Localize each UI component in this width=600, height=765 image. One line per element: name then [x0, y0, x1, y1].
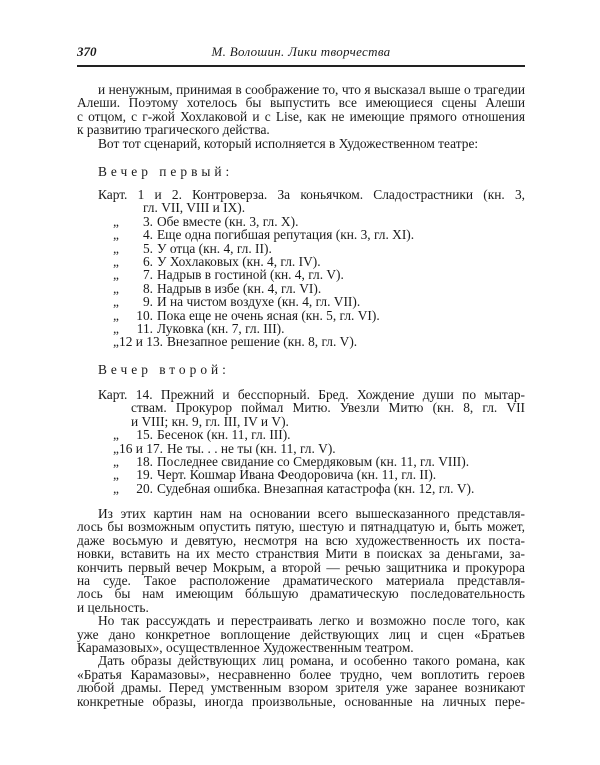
text-line: и ненужным, принимая в соображение то, что я высказал выше о трагедии [98, 82, 525, 97]
text-line [77, 215, 525, 228]
text-line: Вот тот сценарий, который исполняется в Художественном театре: [98, 135, 479, 151]
scene-title: И на чистом воздухе (кн. 4, гл. VII). [157, 294, 361, 310]
text-line [77, 335, 525, 348]
ditto-mark: „ [113, 254, 119, 270]
text-line: Карамазовых», осуществленное Художественным театром. [77, 640, 414, 656]
ditto-mark: „ [113, 440, 119, 456]
scene-number: 14. [135, 387, 153, 402]
scene-number: 4. [142, 227, 153, 243]
ditto-mark: „ [113, 294, 119, 310]
scene-entry [77, 309, 525, 322]
ditto-mark: „ [113, 307, 119, 323]
paragraph [77, 654, 525, 708]
text-line [77, 322, 525, 335]
text-line: с отцом, с г-жой Хохлаковой и с Lise, как не имеющие прямого отношения [77, 108, 525, 124]
scene-entry [77, 268, 525, 281]
scene-title: Контроверза. За коньячком. Сладострастники (кн. 3, [192, 187, 525, 202]
page-number: 370 [77, 44, 97, 59]
scene-entry [77, 255, 525, 268]
scene-entry [77, 228, 525, 241]
text-line [77, 442, 525, 455]
text-line: на суде. Такое расположение драматического материала представля- [77, 573, 525, 589]
scene-marker: Карт. [98, 387, 128, 402]
text-line [77, 228, 525, 241]
scene-entry [77, 455, 525, 468]
text-line: лось бы возможным опустить пятую, шестую и пятнадцатую и, быть может, [77, 519, 525, 535]
text-line [77, 428, 525, 441]
text-line: даже восьмую и девятую, несмотря на всю художественность их поста- [77, 532, 525, 548]
ditto-mark: „ [113, 334, 119, 350]
scene-title: Черт. Кошмар Ивана Феодоровича (кн. 11, гл. II). [157, 467, 437, 483]
text-line: Дать образы действующих лиц романа, и особенно такого романа, как [98, 653, 525, 669]
scene-title: Судебная ошибка. Внезапная катастрофа (кн. 12, гл. V). [157, 480, 475, 496]
text-line: новки, вставить на их место странствия Мити в поисках за деньгами, за- [77, 546, 525, 562]
text-line [77, 388, 525, 401]
scene-entry [77, 468, 525, 481]
text-line: конкретные образы, иногда произвольные, основанные на личных пере- [77, 693, 525, 709]
scene-title: У Хохлаковых (кн. 4, гл. IV). [157, 254, 321, 270]
scene-number: 18. [136, 454, 153, 470]
text-line [77, 255, 525, 268]
scene-number: 20. [136, 480, 153, 496]
text-line [77, 468, 525, 481]
scene-entry [77, 388, 525, 428]
ditto-mark: „ [113, 467, 119, 483]
header-rule [77, 65, 525, 67]
scene-number: 3. [142, 213, 153, 229]
ditto-mark: „ [113, 321, 119, 337]
scene-marker: Карт. [98, 187, 128, 202]
ditto-mark: „ [113, 227, 119, 243]
scene-title: Не ты. . . не ты (кн. 11, гл. V). [167, 440, 336, 456]
paragraph [77, 614, 525, 654]
ditto-mark: „ [113, 480, 119, 496]
scene-list-evening-2 [77, 388, 525, 495]
ditto-mark: „ [113, 267, 119, 283]
text-line: Алеши. Поэтому хотелось бы выпустить все имеющиеся сцены Алеши [77, 95, 525, 111]
scene-entry [77, 482, 525, 495]
text-line [77, 295, 525, 308]
scene-title: У отца (кн. 4, гл. II). [157, 240, 272, 256]
text-line: гл. VII, VIII и IX). [143, 200, 246, 216]
scene-title: Бесенок (кн. 11, гл. III). [157, 427, 291, 443]
text-line [77, 242, 525, 255]
text-line: любой драмы. Перед умственным взором зрителя уже заранее возникают [77, 680, 525, 696]
scene-list-evening-1 [77, 188, 525, 349]
scene-title: Прежний и бесспорный. Бред. Хождение души по мытар- [160, 387, 525, 402]
text-line [77, 188, 525, 201]
paragraph [77, 137, 525, 150]
text-line: Из этих картин нам на основании всего вышесказанного представля- [98, 506, 525, 521]
ditto-mark: „ [113, 427, 119, 443]
text-line [77, 309, 525, 322]
scene-entry [77, 242, 525, 255]
body-text [77, 507, 525, 708]
scene-title: Пока еще не очень ясная (кн. 5, гл. VI). [157, 307, 380, 323]
text-line [77, 268, 525, 281]
section-heading-evening-2: Вечер второй: [98, 362, 230, 377]
text-line: ствам. Прокурор поймал Митю. Увезли Митю (кн. 8, гл. VII [131, 400, 525, 416]
scene-title: Надрыв в избе (кн. 4, гл. VI). [157, 280, 322, 296]
scene-number: 1 и 2. [137, 187, 182, 202]
scene-entry [77, 322, 525, 335]
text-line: Но так рассуждать и перестраивать легко и возможно после того, как [98, 613, 525, 629]
scene-title: Еще одна погибшая репутация (кн. 3, гл. XI). [157, 227, 415, 243]
scene-number: 12 и 13. [119, 334, 163, 350]
scene-title: Обе вместе (кн. 3, гл. X). [157, 213, 299, 229]
scene-title: Луковка (кн. 7, гл. III). [157, 321, 285, 337]
section-heading-evening-1: Вечер первый: [98, 164, 234, 179]
text-line: к развитию трагического действа. [77, 122, 270, 138]
running-title: М. Волошин. Лики творчества [211, 44, 391, 59]
scene-entry [77, 215, 525, 228]
ditto-mark: „ [113, 280, 119, 296]
scene-number: 8. [142, 280, 153, 296]
scene-title: Надрыв в гостиной (кн. 4, гл. V). [157, 267, 344, 283]
scene-entry [77, 295, 525, 308]
scene-entry [77, 282, 525, 295]
scene-number: 6. [142, 254, 153, 270]
scene-entry [77, 442, 525, 455]
paragraph [77, 83, 525, 137]
scene-number: 19. [136, 467, 153, 483]
text-line: уже дано конкретное воплощение действующих лиц и сцен «Братьев [77, 626, 525, 642]
scene-entry [77, 335, 525, 348]
scene-number: 15. [136, 427, 153, 443]
text-line: и цельность. [77, 599, 149, 615]
scene-number: 5. [142, 240, 153, 256]
scene-title: Внезапное решение (кн. 8, гл. V). [167, 334, 358, 350]
ditto-mark: „ [113, 213, 119, 229]
paragraph [77, 507, 525, 614]
text-line: кончить первый вечер Мокрым, а второй — речью защитника и прокурора [77, 559, 525, 575]
ditto-mark: „ [113, 454, 119, 470]
scene-number: 9. [142, 294, 153, 310]
text-line: и VIII; кн. 9, гл. III, IV и V). [131, 413, 289, 429]
ditto-mark: „ [113, 240, 119, 256]
scene-number: 7. [142, 267, 153, 283]
scene-entry [77, 428, 525, 441]
text-line: «Братья Карамазовы», несравненно более трудно, чем воплотить героев [77, 666, 525, 682]
scene-number: 11. [136, 321, 153, 337]
scene-number: 16 и 17. [119, 440, 163, 456]
text-line [77, 482, 525, 495]
text-line [77, 282, 525, 295]
text-line [77, 455, 525, 468]
scene-number: 10. [136, 307, 153, 323]
intro-text [77, 83, 525, 150]
scene-entry [77, 188, 525, 215]
text-line: лось бы нам имеющим бóльшую драматическую последовательность [77, 586, 525, 602]
scene-title: Последнее свидание со Смердяковым (кн. 11, гл. VIII). [157, 454, 470, 470]
